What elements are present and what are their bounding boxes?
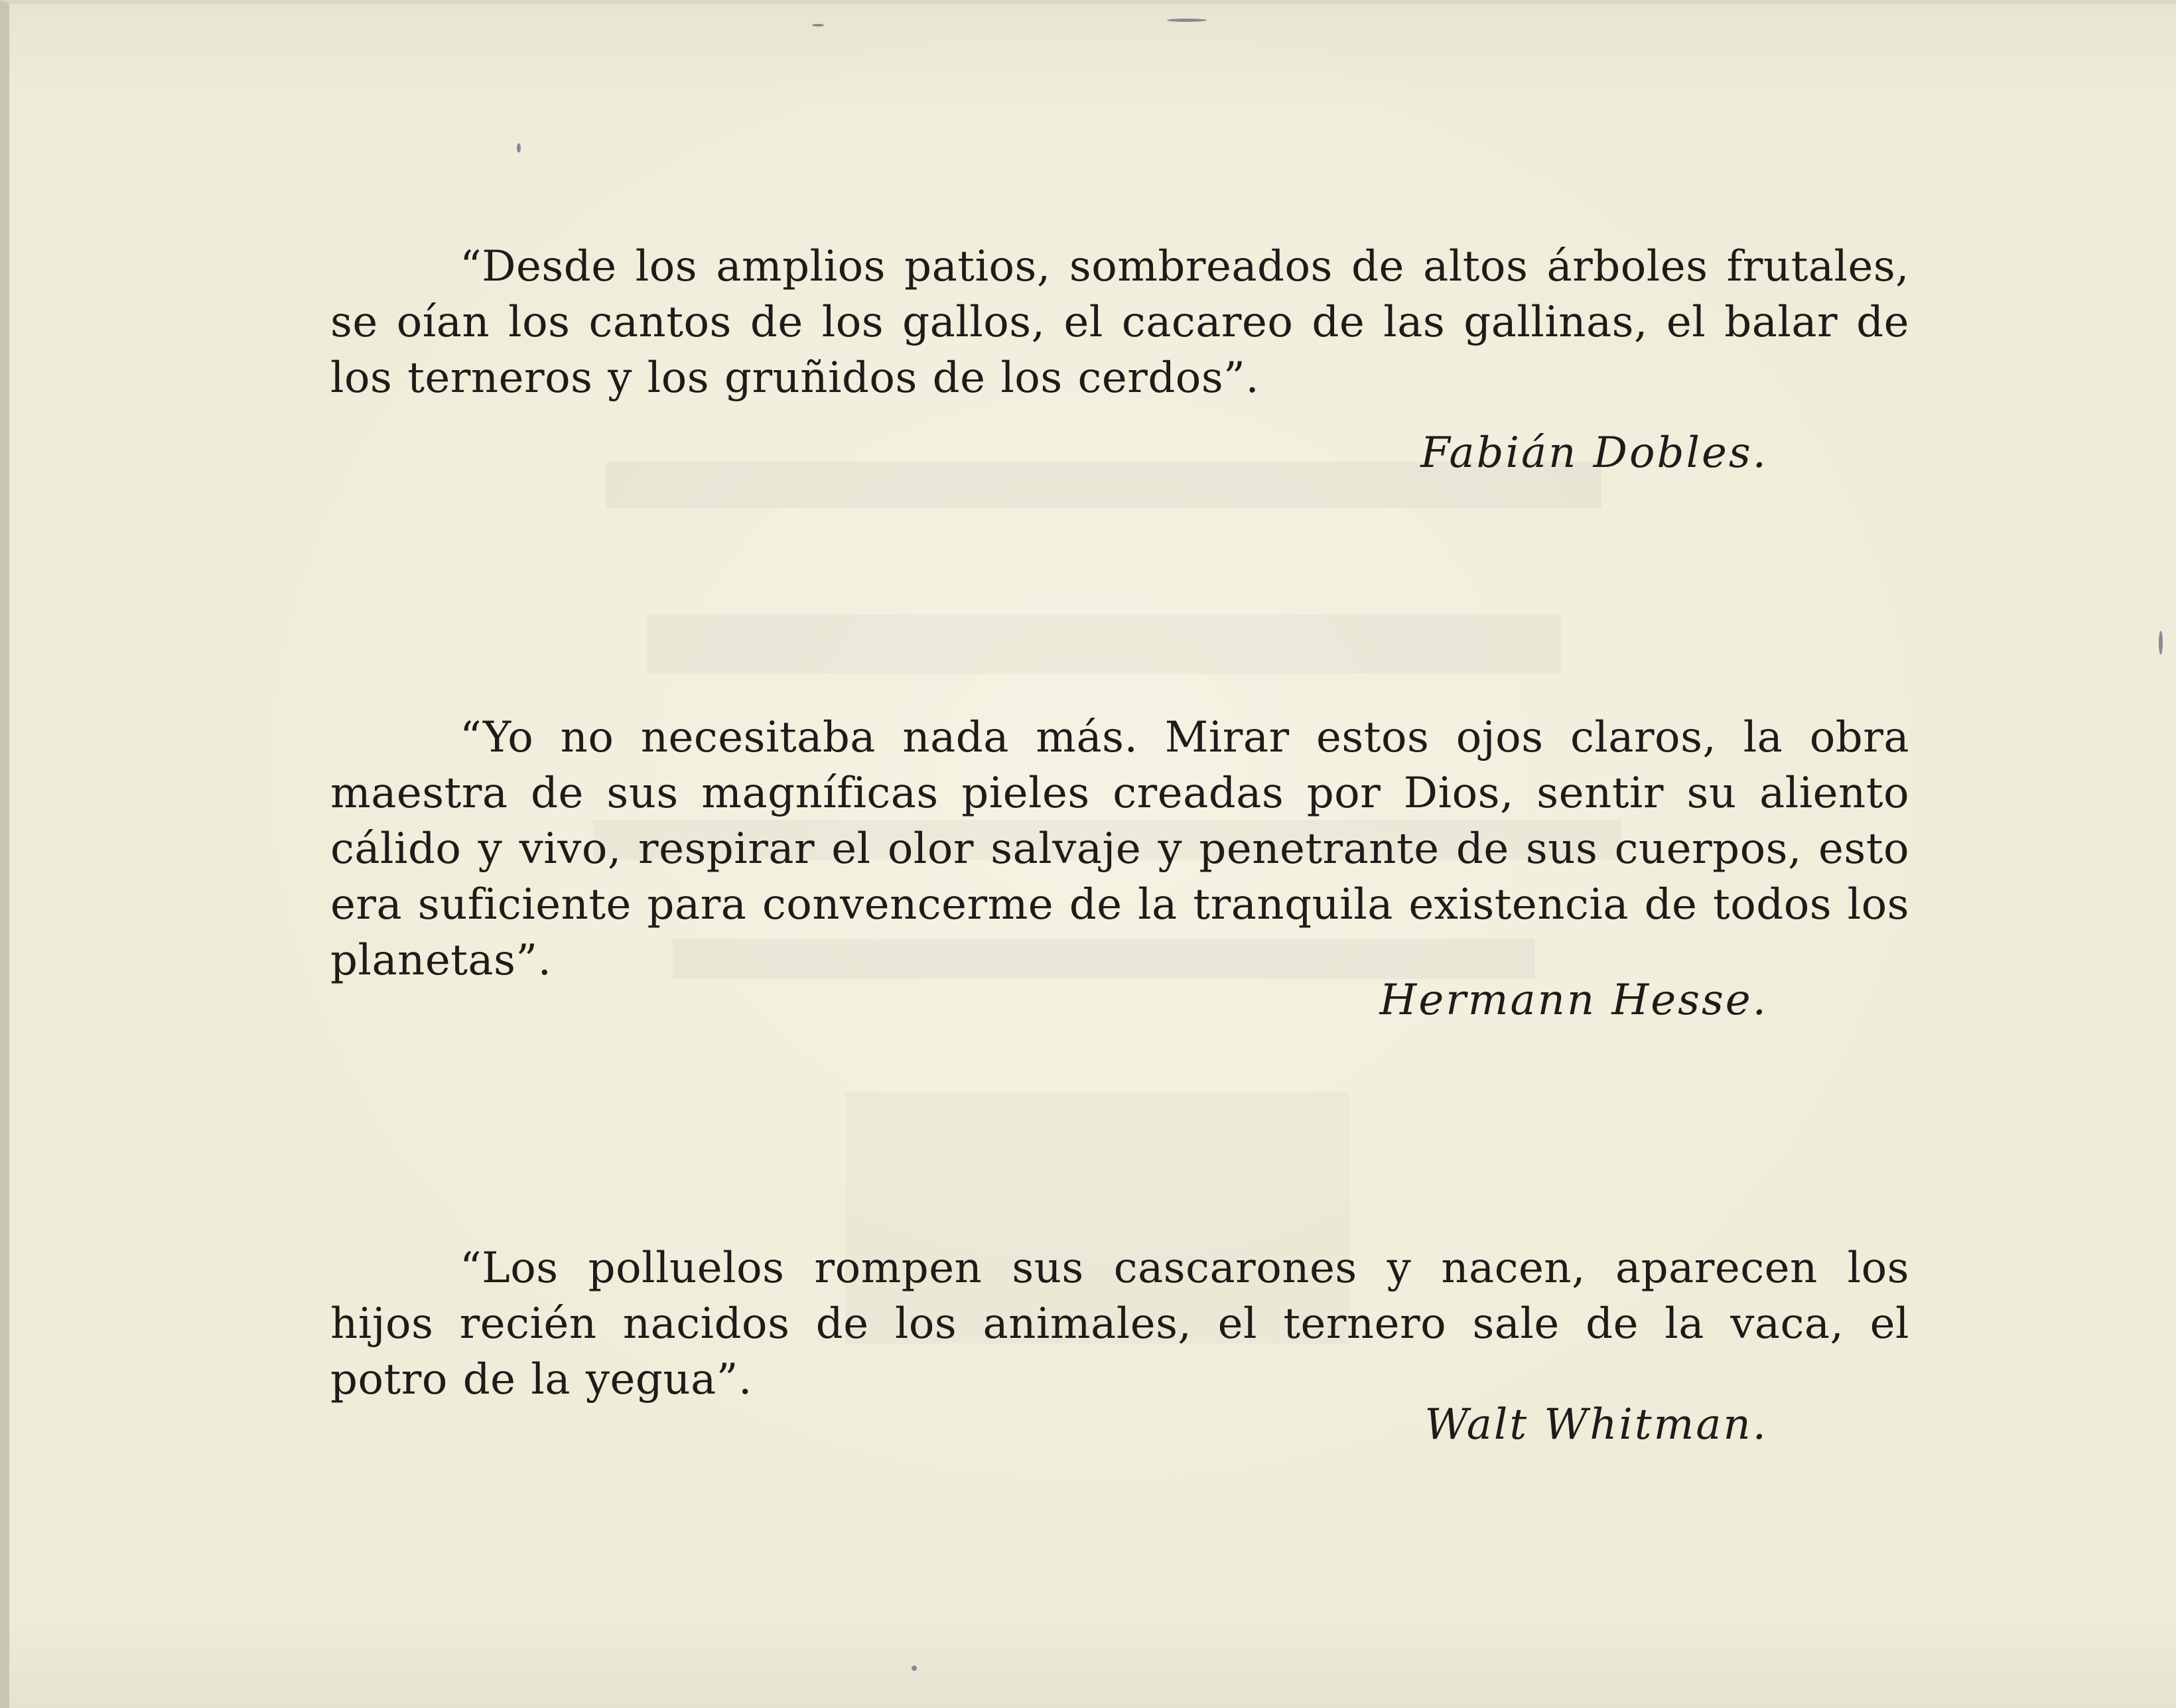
quote-hermann-hesse: “Yo no necesitaba nada más. Mirar estos ojos claros, la obra maestra de sus magníficas pieles creadas por Dios, sentir su aliento cálido y vivo, respirar el olor salvaje y penetrante de sus cuerpos, esto era suficiente para convencerme de la tranquila existencia de todos los planetas”. [330,713,1909,985]
ink-speck [2159,631,2163,655]
ink-speck [517,143,521,153]
author-walt-whitman: Walt Whitman. [1424,1400,1768,1449]
quote-walt-whitman: “Los polluelos rompen sus cascarones y nacen, aparecen los hijos recién nacidos de los animales, el ternero sale de la vaca, el potro de la yegua”. [330,1244,1909,1404]
ink-speck [912,1666,917,1671]
quote-fabian-dobles: “Desde los amplios patios, sombreados de altos árboles frutales, se oían los cantos de los gallos, el cacareo de las gallinas, el balar de los terneros y los gruñidos de los cerdos”. [330,242,1909,403]
ink-speck [812,24,824,27]
author-fabian-dobles: Fabián Dobles. [1420,428,1768,478]
author-hermann-hesse: Hermann Hesse. [1379,976,1768,1025]
ink-speck [1167,19,1207,22]
faint-band [646,614,1562,674]
